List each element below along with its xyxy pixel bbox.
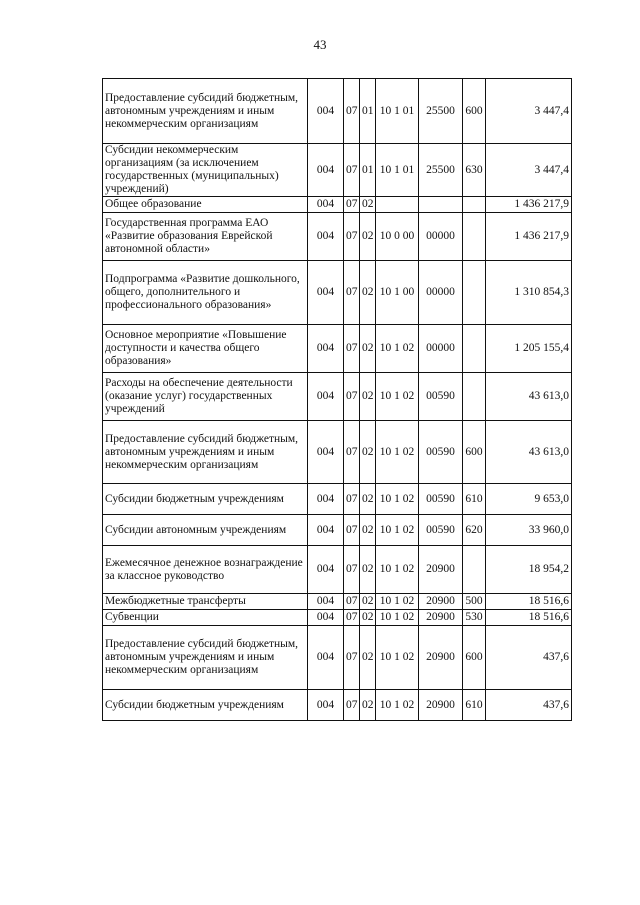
page-number: 43 xyxy=(313,37,327,52)
table-row xyxy=(103,610,572,626)
row-amount: 33 960,0 xyxy=(486,515,572,546)
ministry-code: 004 xyxy=(308,690,344,721)
expense-kind-code xyxy=(463,546,486,594)
ministry-code: 004 xyxy=(308,610,344,626)
section-code: 07 xyxy=(344,515,360,546)
ministry-code: 004 xyxy=(308,213,344,261)
subsection-code: 02 xyxy=(360,197,376,213)
ministry-code: 004 xyxy=(308,546,344,594)
expense-direction-code: 20900 xyxy=(419,690,463,721)
expense-kind-code: 630 xyxy=(463,144,486,197)
table-row xyxy=(103,213,572,261)
row-description: Расходы на обеспечение деятельности (оказание услуг) государственных учреждений xyxy=(103,373,308,421)
row-amount: 43 613,0 xyxy=(486,421,572,484)
program-code: 10 1 02 xyxy=(376,594,419,610)
expense-kind-code: 530 xyxy=(463,610,486,626)
row-amount: 18 516,6 xyxy=(486,594,572,610)
table-row xyxy=(103,373,572,421)
subsection-code: 02 xyxy=(360,373,376,421)
expense-direction-code: 00590 xyxy=(419,484,463,515)
table-row xyxy=(103,197,572,213)
expense-kind-code: 600 xyxy=(463,79,486,144)
program-code: 10 1 02 xyxy=(376,325,419,373)
expense-kind-code: 610 xyxy=(463,690,486,721)
row-amount: 18 954,2 xyxy=(486,546,572,594)
row-description: Основное мероприятие «Повышение доступности и качества общего образования» xyxy=(103,325,308,373)
program-code: 10 1 02 xyxy=(376,546,419,594)
table-row xyxy=(103,79,572,144)
expense-kind-code: 600 xyxy=(463,421,486,484)
table-row xyxy=(103,325,572,373)
subsection-code: 02 xyxy=(360,610,376,626)
row-description: Предоставление субсидий бюджетным, автономным учреждениям и иным некоммерческим организациям xyxy=(103,626,308,690)
row-description: Субвенции xyxy=(103,610,308,626)
expense-direction-code: 25500 xyxy=(419,79,463,144)
program-code xyxy=(376,197,419,213)
table-row xyxy=(103,144,572,197)
ministry-code: 004 xyxy=(308,373,344,421)
expense-direction-code: 00590 xyxy=(419,515,463,546)
ministry-code: 004 xyxy=(308,421,344,484)
section-code: 07 xyxy=(344,79,360,144)
ministry-code: 004 xyxy=(308,325,344,373)
row-description: Субсидии бюджетным учреждениям xyxy=(103,484,308,515)
row-description: Государственная программа ЕАО «Развитие образования Еврейской автономной области» xyxy=(103,213,308,261)
row-amount: 1 205 155,4 xyxy=(486,325,572,373)
ministry-code: 004 xyxy=(308,144,344,197)
expense-kind-code: 600 xyxy=(463,626,486,690)
expense-direction-code: 20900 xyxy=(419,610,463,626)
table-row xyxy=(103,484,572,515)
table-row xyxy=(103,421,572,484)
section-code: 07 xyxy=(344,261,360,325)
program-code: 10 1 02 xyxy=(376,626,419,690)
row-amount: 9 653,0 xyxy=(486,484,572,515)
section-code: 07 xyxy=(344,421,360,484)
row-amount: 3 447,4 xyxy=(486,79,572,144)
expense-kind-code xyxy=(463,261,486,325)
table-row xyxy=(103,626,572,690)
table-row xyxy=(103,690,572,721)
subsection-code: 02 xyxy=(360,325,376,373)
budget-table xyxy=(102,78,572,721)
expense-kind-code xyxy=(463,213,486,261)
program-code: 10 0 00 xyxy=(376,213,419,261)
row-amount: 1 436 217,9 xyxy=(486,213,572,261)
expense-kind-code xyxy=(463,373,486,421)
ministry-code: 004 xyxy=(308,197,344,213)
row-description: Ежемесячное денежное вознаграждение за классное руководство xyxy=(103,546,308,594)
row-description: Подпрограмма «Развитие дошкольного, общего, дополнительного и профессионального образования» xyxy=(103,261,308,325)
subsection-code: 02 xyxy=(360,594,376,610)
expense-kind-code: 500 xyxy=(463,594,486,610)
ministry-code: 004 xyxy=(308,594,344,610)
section-code: 07 xyxy=(344,690,360,721)
expense-kind-code xyxy=(463,197,486,213)
section-code: 07 xyxy=(344,197,360,213)
row-amount: 43 613,0 xyxy=(486,373,572,421)
subsection-code: 02 xyxy=(360,213,376,261)
row-description: Общее образование xyxy=(103,197,308,213)
expense-direction-code: 20900 xyxy=(419,594,463,610)
row-amount: 1 310 854,3 xyxy=(486,261,572,325)
ministry-code: 004 xyxy=(308,79,344,144)
expense-direction-code: 25500 xyxy=(419,144,463,197)
row-description: Межбюджетные трансферты xyxy=(103,594,308,610)
row-description: Предоставление субсидий бюджетным, автономным учреждениям и иным некоммерческим организациям xyxy=(103,79,308,144)
section-code: 07 xyxy=(344,594,360,610)
expense-direction-code: 00000 xyxy=(419,261,463,325)
row-description: Предоставление субсидий бюджетным, автономным учреждениям и иным некоммерческим организациям xyxy=(103,421,308,484)
row-amount: 1 436 217,9 xyxy=(486,197,572,213)
expense-kind-code xyxy=(463,325,486,373)
table-row xyxy=(103,515,572,546)
section-code: 07 xyxy=(344,213,360,261)
program-code: 10 1 02 xyxy=(376,484,419,515)
section-code: 07 xyxy=(344,325,360,373)
subsection-code: 02 xyxy=(360,546,376,594)
ministry-code: 004 xyxy=(308,261,344,325)
program-code: 10 1 02 xyxy=(376,421,419,484)
table-row xyxy=(103,261,572,325)
program-code: 10 1 01 xyxy=(376,144,419,197)
expense-direction-code: 20900 xyxy=(419,546,463,594)
expense-direction-code xyxy=(419,197,463,213)
section-code: 07 xyxy=(344,626,360,690)
program-code: 10 1 02 xyxy=(376,690,419,721)
expense-direction-code: 00590 xyxy=(419,421,463,484)
subsection-code: 02 xyxy=(360,261,376,325)
section-code: 07 xyxy=(344,144,360,197)
subsection-code: 02 xyxy=(360,515,376,546)
subsection-code: 01 xyxy=(360,79,376,144)
subsection-code: 02 xyxy=(360,626,376,690)
section-code: 07 xyxy=(344,546,360,594)
expense-kind-code: 620 xyxy=(463,515,486,546)
subsection-code: 02 xyxy=(360,484,376,515)
row-amount: 3 447,4 xyxy=(486,144,572,197)
row-description: Субсидии некоммерческим организациям (за исключением государственных (муниципальных) учреждений) xyxy=(103,144,308,197)
row-description: Субсидии автономным учреждениям xyxy=(103,515,308,546)
ministry-code: 004 xyxy=(308,484,344,515)
subsection-code: 02 xyxy=(360,690,376,721)
program-code: 10 1 02 xyxy=(376,610,419,626)
subsection-code: 01 xyxy=(360,144,376,197)
row-description: Субсидии бюджетным учреждениям xyxy=(103,690,308,721)
row-amount: 437,6 xyxy=(486,626,572,690)
ministry-code: 004 xyxy=(308,515,344,546)
program-code: 10 1 00 xyxy=(376,261,419,325)
subsection-code: 02 xyxy=(360,421,376,484)
section-code: 07 xyxy=(344,373,360,421)
section-code: 07 xyxy=(344,484,360,515)
expense-direction-code: 20900 xyxy=(419,626,463,690)
expense-direction-code: 00000 xyxy=(419,325,463,373)
expense-kind-code: 610 xyxy=(463,484,486,515)
section-code: 07 xyxy=(344,610,360,626)
table-row xyxy=(103,546,572,594)
program-code: 10 1 02 xyxy=(376,373,419,421)
program-code: 10 1 01 xyxy=(376,79,419,144)
program-code: 10 1 02 xyxy=(376,515,419,546)
row-amount: 437,6 xyxy=(486,690,572,721)
row-amount: 18 516,6 xyxy=(486,610,572,626)
table-row xyxy=(103,594,572,610)
expense-direction-code: 00590 xyxy=(419,373,463,421)
ministry-code: 004 xyxy=(308,626,344,690)
expense-direction-code: 00000 xyxy=(419,213,463,261)
